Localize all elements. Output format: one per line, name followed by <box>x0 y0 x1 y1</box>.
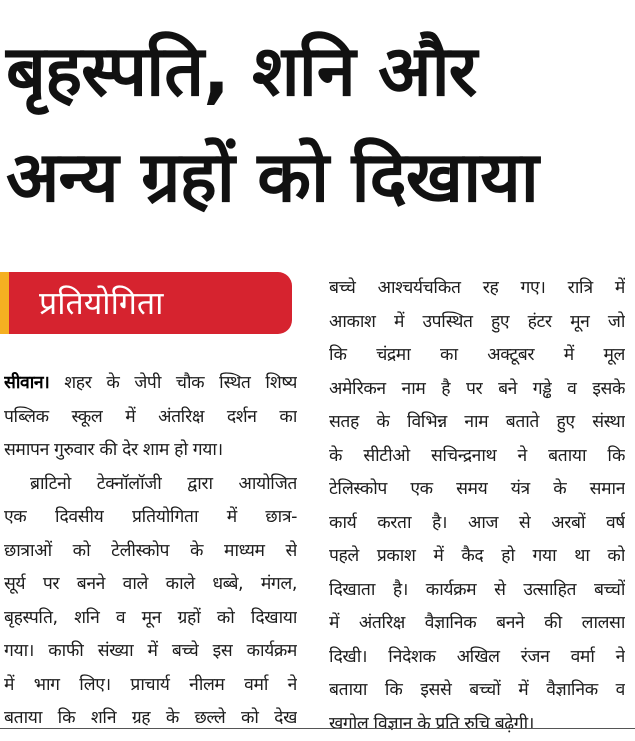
article-line: के सीटीओ सचिन्द्रनाथ ने बताया कि <box>329 440 625 474</box>
article-line: में भाग लिए। प्राचार्य नीलम वर्मा ने <box>4 669 297 703</box>
article-line: सीवान। शहर के जेपी चौक स्थित शिष्य <box>4 367 297 401</box>
article-line: अमेरिकन नाम है पर बने गड्ढे व इसके <box>329 373 625 407</box>
article-line: छात्राओं को टेलीस्कोप के माध्यम से <box>4 535 297 569</box>
article-line: बच्चे आश्चर्यचकित रह गए। रात्रि में <box>329 272 625 306</box>
headline <box>6 18 631 230</box>
article-line: में अंतरिक्ष वैज्ञानिक बनने की लालसा <box>329 607 625 641</box>
article-line: पब्लिक स्कूल में अंतरिक्ष दर्शन का <box>4 401 297 435</box>
section-badge <box>0 272 292 334</box>
article-line: ब्राटिनो टेक्नॉलॉजी द्वारा आयोजित <box>4 468 297 502</box>
article-line: टेलिस्कोप एक समय यंत्र के समान <box>329 473 625 507</box>
article-line: बताया कि इससे बच्चों में वैज्ञानिक व <box>329 674 625 708</box>
article-line: कार्य करता है। आज से अरबों वर्ष <box>329 507 625 541</box>
article-line: खगोल विज्ञान के प्रति रुचि बढ़ेगी। <box>329 708 625 741</box>
headline-line-1: बृहस्पति, शनि और <box>6 30 476 112</box>
article-line: बताया कि शनि ग्रह के छल्ले को देख <box>4 702 297 736</box>
article-line: दिखाता है। कार्यक्रम से उत्साहित बच्चों <box>329 574 625 608</box>
article-line: पहले प्रकाश में कैद हो गया था को <box>329 540 625 574</box>
article-column-left <box>4 367 297 736</box>
article-line: आकाश में उपस्थित हुए हंटर मून जो <box>329 306 625 340</box>
section-badge-label: प्रतियोगिता <box>39 272 163 334</box>
article-line: सूर्य पर बनने वाले काले धब्बे, मंगल, <box>4 568 297 602</box>
bottom-divider <box>0 728 635 729</box>
article-line: गया। काफी संख्या में बच्चे इस कार्यक्रम <box>4 635 297 669</box>
article-line: समापन गुरुवार की देर शाम हो गया। <box>4 434 297 468</box>
article-line: कि चंद्रमा का अक्टूबर में मूल <box>329 339 625 373</box>
article-line: एक दिवसीय प्रतियोगिता में छात्र- <box>4 501 297 535</box>
article-line: दिखी। निदेशक अखिल रंजन वर्मा ने <box>329 641 625 675</box>
article-column-right <box>329 272 625 741</box>
article-line: बृहस्पति, शनि व मून ग्रहों को दिखाया <box>4 602 297 636</box>
headline-line-2: अन्य ग्रहों को दिखाया <box>6 136 538 218</box>
article-line: सतह के विभिन्न नाम बताते हुए संस्था <box>329 406 625 440</box>
dateline: सीवान। <box>4 373 49 393</box>
